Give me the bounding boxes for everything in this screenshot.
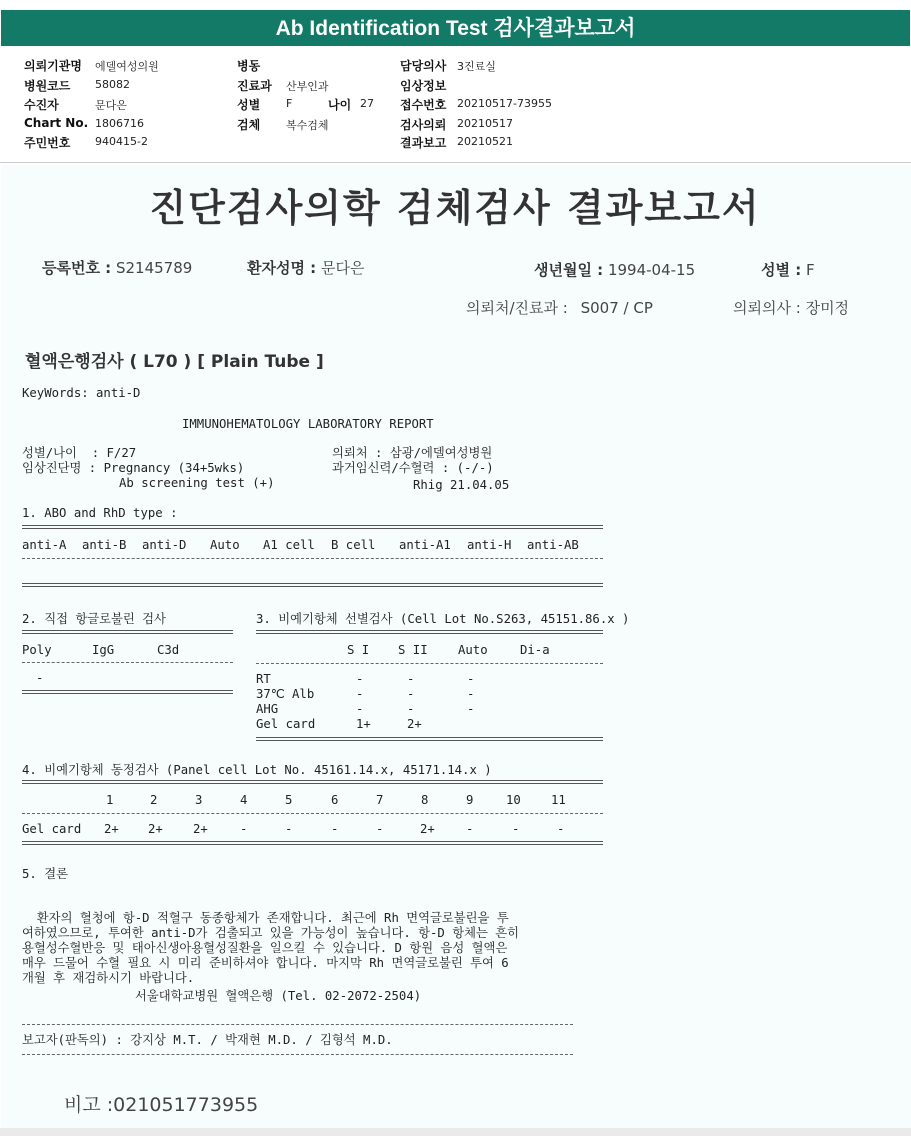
conclusion-line: 개월 후 재검하시기 바랍니다.	[22, 971, 195, 985]
dept-label: 진료과	[237, 79, 272, 93]
report-title-bar: Ab Identification Test 검사결과보고서	[1, 10, 910, 46]
panel-col: 6	[331, 793, 339, 807]
remark: 비고 :021051773955	[64, 1094, 259, 1116]
section-title: 혈액은행검사 ( L70 ) [ Plain Tube ]	[25, 352, 324, 372]
hospital-value: 에델여성의원	[95, 60, 159, 73]
diagnosis-screening: Ab screening test (+)	[119, 476, 275, 490]
dat-col-igg: IgG	[92, 643, 115, 657]
rhig: Rhig 21.04.05	[413, 478, 510, 492]
panel-col: 2	[150, 793, 158, 807]
birth-date-value: 1994-04-15	[607, 261, 696, 279]
screening-title: 3. 비예기항체 선별검사 (Cell Lot No.S263, 45151.86.x )	[256, 612, 630, 626]
divider	[22, 1054, 573, 1055]
panel-cell: 2+	[148, 822, 163, 836]
divider	[22, 1024, 573, 1025]
conclusion-line: 환자의 혈청에 항-D 적혈구 동종항체가 존재합니다. 최근에 Rh 면역글로불린을 투	[22, 911, 509, 925]
reporter: 보고자(판독의) : 강지상 M.T. / 박재현 M.D. / 김형석 M.D.	[22, 1033, 393, 1047]
specimen-value: 복수검체	[286, 119, 329, 132]
screening-row-label: RT	[256, 672, 271, 686]
chart-value: 1806716	[95, 117, 144, 130]
panel-cell: 2+	[420, 822, 435, 836]
panel-cell: -	[557, 822, 565, 836]
clinical-label: 임상정보	[400, 79, 447, 93]
abo-col-8: anti-H	[467, 538, 512, 552]
dat-value: -	[36, 671, 44, 685]
divider	[22, 841, 603, 845]
divider	[22, 558, 603, 559]
request-value: 20210517	[457, 117, 513, 130]
dat-col-c3d: C3d	[157, 643, 180, 657]
screening-cell: -	[467, 672, 475, 686]
screening-cell: -	[407, 687, 415, 701]
divider	[22, 583, 603, 587]
divider	[22, 525, 603, 529]
screening-cell: -	[467, 702, 475, 716]
rrn-label: 주민번호	[24, 136, 71, 150]
patient-sex-value: F	[805, 261, 815, 279]
screening-row-label: AHG	[256, 702, 279, 716]
panel-col: 10	[506, 793, 521, 807]
receipt-label: 접수번호	[400, 98, 447, 112]
report-heading: 진단검사의학 검체검사 결과보고서	[149, 186, 761, 230]
divider	[22, 780, 603, 784]
chart-label: Chart No.	[24, 116, 89, 130]
diagnosis: 임상진단명 : Pregnancy (34+5wks)	[22, 461, 245, 475]
divider	[22, 630, 233, 634]
panel-row-label: Gel card	[22, 822, 82, 836]
screening-cell: -	[356, 702, 364, 716]
divider	[256, 663, 603, 664]
screening-col-auto: Auto	[458, 643, 488, 657]
requesting-dept: 의뢰처/진료과 : S007 / CP	[466, 299, 653, 317]
screening-cell: -	[467, 687, 475, 701]
screening-col-sii: S II	[398, 643, 428, 657]
screening-cell: -	[356, 687, 364, 701]
divider	[22, 662, 233, 663]
hospital-label: 의뢰기관명	[24, 59, 82, 73]
abo-col-3: anti-D	[142, 538, 187, 552]
panel-col: 1	[106, 793, 114, 807]
abo-title: 1. ABO and RhD type :	[22, 506, 178, 520]
requesting-doctor: 의뢰의사 : 장미정	[733, 299, 850, 317]
code-value: 58082	[95, 78, 130, 91]
screening-cell: -	[407, 702, 415, 716]
age-label: 나이	[328, 98, 352, 112]
reg-no: 등록번호 : S2145789	[42, 259, 193, 277]
doctor-label: 담당의사	[400, 59, 447, 73]
panel-col: 9	[466, 793, 474, 807]
abo-col-2: anti-B	[82, 538, 127, 552]
receipt-value: 20210517-73955	[457, 97, 552, 110]
panel-title: 4. 비예기항체 동정검사 (Panel cell Lot No. 45161.14.x, 45171.14.x )	[22, 763, 492, 777]
order-header	[0, 50, 911, 163]
abo-col-9: anti-AB	[527, 538, 579, 552]
abo-col-6: B cell	[331, 538, 376, 552]
dat-title: 2. 직접 항글로불린 검사	[22, 612, 166, 626]
screening-cell: 1+	[356, 717, 371, 731]
conclusion-title: 5. 결론	[22, 867, 68, 881]
panel-col: 8	[421, 793, 429, 807]
doctor-value: 3진료실	[457, 60, 496, 73]
code-label: 병원코드	[24, 79, 71, 93]
panel-col: 4	[240, 793, 248, 807]
sex-label: 성별	[237, 98, 261, 112]
rrn-value: 940415-2	[95, 135, 148, 148]
screening-cell: 2+	[407, 717, 422, 731]
panel-col: 11	[551, 793, 566, 807]
reg-no-value: S2145789	[115, 259, 193, 277]
patient-name: 환자성명 : 문다은	[247, 259, 365, 277]
dept-value: 산부인과	[286, 80, 329, 93]
report-date-label: 결과보고	[400, 136, 447, 150]
remark-value: 021051773955	[113, 1094, 259, 1116]
abo-col-5: A1 cell	[263, 538, 315, 552]
screening-col-si: S I	[347, 643, 370, 657]
conclusion-line: 여하였으므로, 투여한 anti-D가 검출되고 있을 가능성이 높습니다. 항-D 항체는 흔히	[22, 926, 520, 940]
panel-cell: -	[285, 822, 293, 836]
specimen-label: 검체	[237, 118, 261, 132]
patient-value: 문다은	[95, 99, 127, 112]
patient-name-value: 문다은	[320, 259, 365, 277]
request-label: 검사의뢰	[400, 118, 447, 132]
conclusion-line: 매우 드물어 수혈 필요 시 미리 준비하셔야 합니다. 마지막 Rh 면역글로불린 투여 6	[22, 956, 509, 970]
requesting-dept-value: S007 / CP	[580, 299, 653, 317]
abo-col-4: Auto	[210, 538, 240, 552]
institution: 서울대학교병원 혈액은행 (Tel. 02-2072-2504)	[135, 989, 422, 1003]
panel-cell: 2+	[193, 822, 208, 836]
age-value: 27	[360, 97, 374, 110]
divider	[22, 690, 233, 694]
abo-col-7: anti-A1	[399, 538, 451, 552]
history: 과거임신력/수혈력 : (-/-)	[332, 461, 494, 475]
panel-cell: 2+	[104, 822, 119, 836]
divider	[22, 813, 603, 814]
birth-date: 생년월일 : 1994-04-15	[534, 261, 696, 279]
lab-report-title: IMMUNOHEMATOLOGY LABORATORY REPORT	[182, 417, 434, 431]
screening-row-label: Gel card	[256, 717, 316, 731]
requester: 의뢰처 : 삼광/에델여성병원	[332, 446, 493, 460]
panel-col: 3	[195, 793, 203, 807]
screening-col-dia: Di-a	[520, 643, 550, 657]
conclusion-text	[22, 896, 519, 1001]
panel-col: 5	[285, 793, 293, 807]
panel-cell: -	[240, 822, 248, 836]
sex-value: F	[286, 97, 293, 110]
panel-cell: -	[376, 822, 384, 836]
sex-age: 성별/나이 : F/27	[22, 446, 137, 460]
abo-col-1: anti-A	[22, 538, 67, 552]
divider	[256, 630, 603, 634]
requesting-doctor-value: 장미정	[805, 299, 850, 317]
panel-cell: -	[466, 822, 474, 836]
panel-cell: -	[512, 822, 520, 836]
patient-sex: 성별 : F	[761, 261, 815, 279]
patient-label: 수진자	[24, 98, 59, 112]
dat-col-poly: Poly	[22, 643, 52, 657]
screening-row-label: 37℃ Alb	[256, 687, 315, 701]
bottom-edge	[0, 1128, 911, 1136]
panel-cell: -	[331, 822, 339, 836]
report-date-value: 20210521	[457, 135, 513, 148]
divider	[256, 737, 603, 741]
screening-cell: -	[356, 672, 364, 686]
panel-col: 7	[376, 793, 384, 807]
keywords: KeyWords: anti-D	[22, 386, 141, 400]
screening-cell: -	[407, 672, 415, 686]
conclusion-line: 용혈성수혈반응 및 태아신생아용혈성질환을 일으킬 수 있습니다. D 항원 음성 혈액은	[22, 941, 508, 955]
ward-label: 병동	[237, 59, 261, 73]
